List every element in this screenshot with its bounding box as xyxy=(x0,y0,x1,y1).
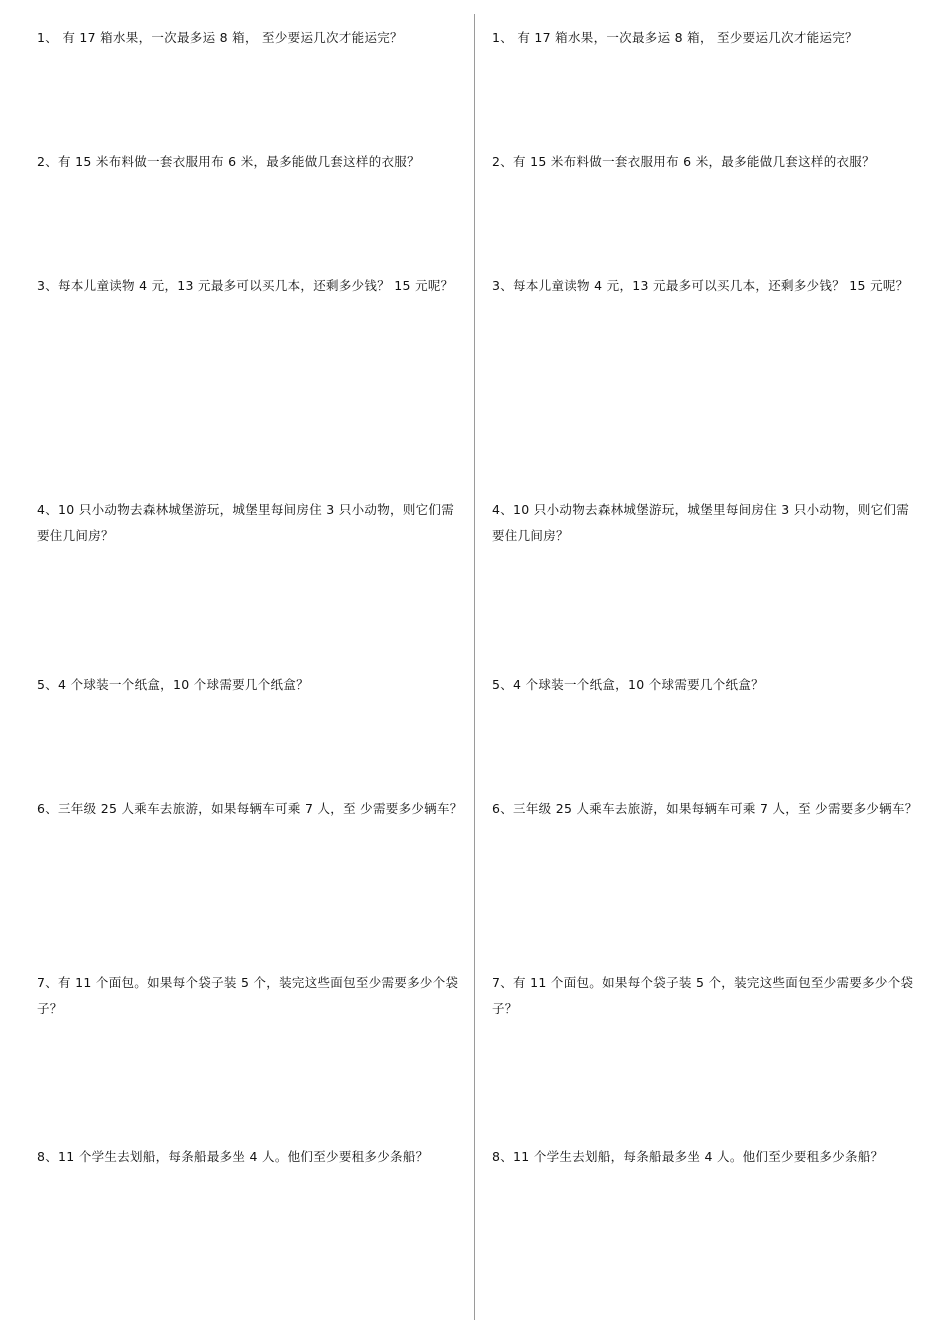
question-2: 2、有 15 米布料做一套衣服用布 6 米，最多能做几套这样的衣服？ xyxy=(37,154,420,169)
question-5: 5、4 个球装一个纸盒，10 个球需要几个纸盒？ xyxy=(492,677,764,692)
question-1: 1、 有 17 箱水果，一次最多运 8 箱， 至少要运几次才能运完？ xyxy=(37,30,403,45)
question-3: 3、每本儿童读物 4 元，13 元最多可以买几本，还剩多少钱？ 15 元呢？ xyxy=(37,278,454,293)
question-4: 4、10 只小动物去森林城堡游玩，城堡里每间房住 3 只小动物，则它们需要住几间房？ xyxy=(492,502,910,543)
question-8: 8、11 个学生去划船，每条船最多坐 4 人。他们至少要租多少条船？ xyxy=(492,1149,884,1164)
question-7: 7、有 11 个面包。如果每个袋子装 5 个，装完这些面包至少需要多少个袋子？ xyxy=(492,975,914,1016)
question-7: 7、有 11 个面包。如果每个袋子装 5 个，装完这些面包至少需要多少个袋子？ xyxy=(37,975,459,1016)
question-6: 6、三年级 25 人乘车去旅游，如果每辆车可乘 7 人，至 少需要多少辆车？ xyxy=(492,801,918,816)
question-3: 3、每本儿童读物 4 元，13 元最多可以买几本，还剩多少钱？ 15 元呢？ xyxy=(492,278,909,293)
question-1: 1、 有 17 箱水果，一次最多运 8 箱， 至少要运几次才能运完？ xyxy=(492,30,858,45)
question-5: 5、4 个球装一个纸盒，10 个球需要几个纸盒？ xyxy=(37,677,309,692)
right-column xyxy=(492,0,922,1344)
left-column xyxy=(37,0,467,1344)
column-divider xyxy=(474,14,475,1320)
question-2: 2、有 15 米布料做一套衣服用布 6 米，最多能做几套这样的衣服？ xyxy=(492,154,875,169)
question-6: 6、三年级 25 人乘车去旅游，如果每辆车可乘 7 人，至 少需要多少辆车？ xyxy=(37,801,463,816)
question-4: 4、10 只小动物去森林城堡游玩，城堡里每间房住 3 只小动物，则它们需要住几间房？ xyxy=(37,502,455,543)
question-8: 8、11 个学生去划船，每条船最多坐 4 人。他们至少要租多少条船？ xyxy=(37,1149,429,1164)
